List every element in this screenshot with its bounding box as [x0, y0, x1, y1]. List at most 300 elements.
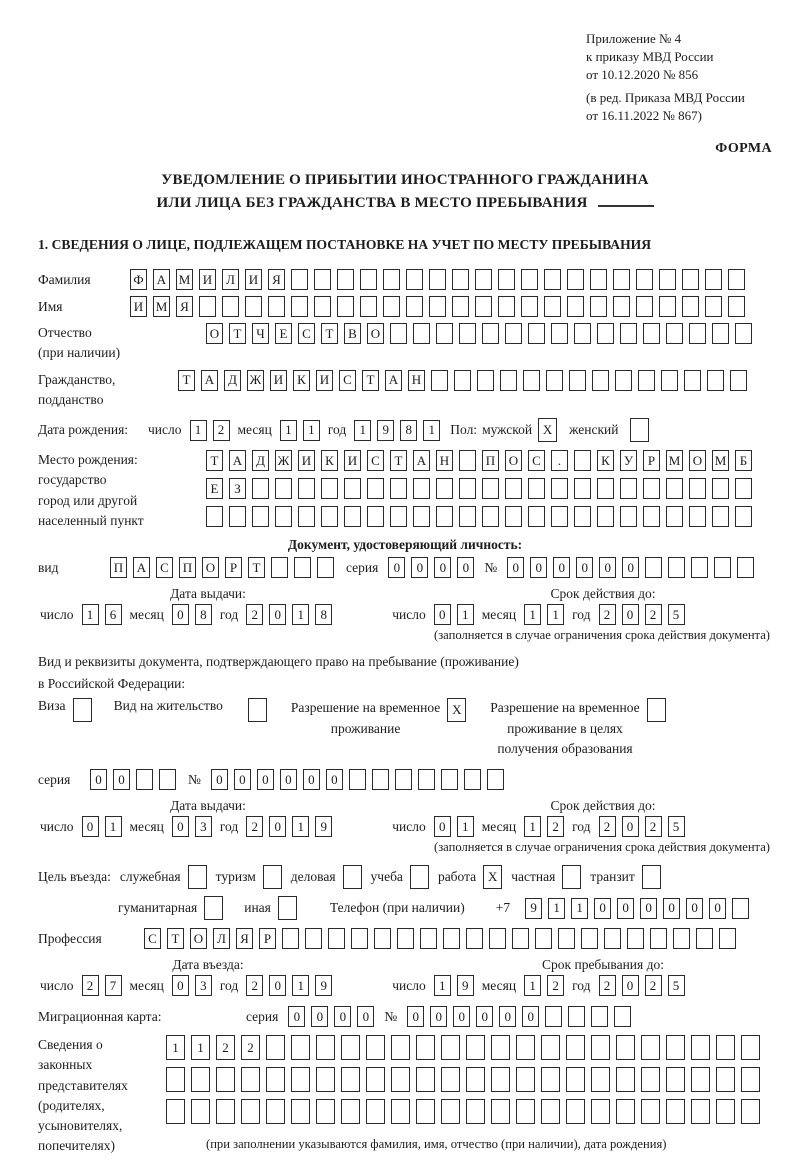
- char-cell[interactable]: [551, 478, 568, 499]
- char-cell[interactable]: [636, 269, 653, 290]
- char-cell[interactable]: [337, 296, 354, 317]
- char-cell[interactable]: 2: [246, 816, 263, 837]
- char-cell[interactable]: 0: [326, 769, 343, 790]
- char-cell[interactable]: 0: [709, 898, 726, 919]
- char-cell[interactable]: [591, 1006, 608, 1027]
- char-cell[interactable]: 1: [524, 604, 541, 625]
- char-cell[interactable]: [735, 323, 752, 344]
- char-cell[interactable]: 9: [377, 420, 394, 441]
- char-cell[interactable]: 2: [599, 975, 616, 996]
- char-cell[interactable]: [544, 296, 561, 317]
- char-cell[interactable]: [521, 296, 538, 317]
- char-cell[interactable]: [344, 478, 361, 499]
- char-cell[interactable]: 8: [400, 420, 417, 441]
- char-cell[interactable]: [305, 928, 322, 949]
- char-cell[interactable]: [546, 370, 563, 391]
- char-cell[interactable]: [487, 769, 504, 790]
- char-cell[interactable]: 0: [280, 769, 297, 790]
- char-cell[interactable]: Т: [167, 928, 184, 949]
- char-cell[interactable]: И: [298, 450, 315, 471]
- char-cell[interactable]: М: [176, 269, 193, 290]
- char-cell[interactable]: К: [597, 450, 614, 471]
- char-cell[interactable]: [466, 1035, 485, 1060]
- char-cell[interactable]: [689, 478, 706, 499]
- char-cell[interactable]: П: [179, 557, 196, 578]
- char-cell[interactable]: [263, 865, 282, 889]
- char-cell[interactable]: [620, 506, 637, 527]
- char-cell[interactable]: [275, 478, 292, 499]
- char-cell[interactable]: [689, 506, 706, 527]
- char-cell[interactable]: [366, 1035, 385, 1060]
- char-cell[interactable]: А: [153, 269, 170, 290]
- char-cell[interactable]: [416, 1099, 435, 1124]
- char-cell[interactable]: Л: [222, 269, 239, 290]
- char-cell[interactable]: А: [413, 450, 430, 471]
- char-cell[interactable]: 0: [622, 975, 639, 996]
- char-cell[interactable]: 9: [315, 816, 332, 837]
- char-cell[interactable]: 0: [576, 557, 593, 578]
- char-cell[interactable]: [266, 1099, 285, 1124]
- char-cell[interactable]: А: [229, 450, 246, 471]
- char-cell[interactable]: [482, 323, 499, 344]
- char-cell[interactable]: [383, 296, 400, 317]
- char-cell[interactable]: У: [620, 450, 637, 471]
- char-cell[interactable]: [642, 865, 661, 889]
- char-cell[interactable]: [659, 269, 676, 290]
- char-cell[interactable]: [613, 296, 630, 317]
- char-cell[interactable]: [466, 1099, 485, 1124]
- char-cell[interactable]: 0: [234, 769, 251, 790]
- char-cell[interactable]: Т: [229, 323, 246, 344]
- char-cell[interactable]: 2: [82, 975, 99, 996]
- char-cell[interactable]: [505, 323, 522, 344]
- char-cell[interactable]: 0: [640, 898, 657, 919]
- char-cell[interactable]: [206, 506, 223, 527]
- char-cell[interactable]: [366, 1099, 385, 1124]
- char-cell[interactable]: Ж: [247, 370, 264, 391]
- char-cell[interactable]: [489, 928, 506, 949]
- char-cell[interactable]: 0: [686, 898, 703, 919]
- char-cell[interactable]: Т: [248, 557, 265, 578]
- char-cell[interactable]: 0: [617, 898, 634, 919]
- char-cell[interactable]: [466, 928, 483, 949]
- char-cell[interactable]: [314, 269, 331, 290]
- char-cell[interactable]: [291, 1067, 310, 1092]
- char-cell[interactable]: 2: [599, 816, 616, 837]
- char-cell[interactable]: [691, 1035, 710, 1060]
- char-cell[interactable]: [597, 478, 614, 499]
- char-cell[interactable]: 0: [257, 769, 274, 790]
- char-cell[interactable]: [459, 506, 476, 527]
- char-cell[interactable]: [374, 928, 391, 949]
- char-cell[interactable]: [477, 370, 494, 391]
- char-cell[interactable]: [691, 1067, 710, 1092]
- char-cell[interactable]: [712, 323, 729, 344]
- char-cell[interactable]: [641, 1099, 660, 1124]
- char-cell[interactable]: [275, 506, 292, 527]
- char-cell[interactable]: [541, 1099, 560, 1124]
- char-cell[interactable]: 0: [622, 557, 639, 578]
- char-cell[interactable]: [714, 557, 731, 578]
- char-cell[interactable]: 0: [434, 816, 451, 837]
- char-cell[interactable]: [647, 698, 666, 722]
- char-cell[interactable]: 1: [292, 604, 309, 625]
- char-cell[interactable]: X: [483, 865, 502, 889]
- char-cell[interactable]: [505, 478, 522, 499]
- char-cell[interactable]: [558, 928, 575, 949]
- char-cell[interactable]: [416, 1067, 435, 1092]
- char-cell[interactable]: [241, 1099, 260, 1124]
- char-cell[interactable]: 0: [303, 769, 320, 790]
- char-cell[interactable]: [464, 769, 481, 790]
- char-cell[interactable]: [728, 296, 745, 317]
- char-cell[interactable]: 0: [411, 557, 428, 578]
- char-cell[interactable]: 0: [269, 816, 286, 837]
- char-cell[interactable]: С: [367, 450, 384, 471]
- char-cell[interactable]: 6: [105, 604, 122, 625]
- char-cell[interactable]: 0: [82, 816, 99, 837]
- char-cell[interactable]: [391, 1067, 410, 1092]
- char-cell[interactable]: [500, 370, 517, 391]
- char-cell[interactable]: [431, 370, 448, 391]
- char-cell[interactable]: [229, 506, 246, 527]
- char-cell[interactable]: С: [144, 928, 161, 949]
- char-cell[interactable]: М: [666, 450, 683, 471]
- char-cell[interactable]: [735, 478, 752, 499]
- char-cell[interactable]: [413, 506, 430, 527]
- char-cell[interactable]: 0: [622, 816, 639, 837]
- char-cell[interactable]: [705, 296, 722, 317]
- char-cell[interactable]: С: [528, 450, 545, 471]
- char-cell[interactable]: И: [245, 269, 262, 290]
- char-cell[interactable]: [666, 1035, 685, 1060]
- char-cell[interactable]: [590, 269, 607, 290]
- char-cell[interactable]: [429, 296, 446, 317]
- char-cell[interactable]: 0: [434, 604, 451, 625]
- char-cell[interactable]: [643, 506, 660, 527]
- char-cell[interactable]: 1: [303, 420, 320, 441]
- char-cell[interactable]: [291, 1099, 310, 1124]
- char-cell[interactable]: [666, 506, 683, 527]
- char-cell[interactable]: [454, 370, 471, 391]
- char-cell[interactable]: [638, 370, 655, 391]
- char-cell[interactable]: [643, 323, 660, 344]
- char-cell[interactable]: О: [206, 323, 223, 344]
- char-cell[interactable]: [541, 1035, 560, 1060]
- char-cell[interactable]: [682, 269, 699, 290]
- char-cell[interactable]: [641, 1035, 660, 1060]
- char-cell[interactable]: Е: [206, 478, 223, 499]
- char-cell[interactable]: [505, 506, 522, 527]
- char-cell[interactable]: 2: [599, 604, 616, 625]
- char-cell[interactable]: 0: [430, 1006, 447, 1027]
- char-cell[interactable]: [291, 1035, 310, 1060]
- char-cell[interactable]: [712, 506, 729, 527]
- char-cell[interactable]: [452, 296, 469, 317]
- char-cell[interactable]: 1: [105, 816, 122, 837]
- char-cell[interactable]: [684, 370, 701, 391]
- char-cell[interactable]: 1: [434, 975, 451, 996]
- char-cell[interactable]: [516, 1099, 535, 1124]
- char-cell[interactable]: [491, 1067, 510, 1092]
- char-cell[interactable]: [406, 296, 423, 317]
- char-cell[interactable]: 0: [407, 1006, 424, 1027]
- char-cell[interactable]: 0: [522, 1006, 539, 1027]
- char-cell[interactable]: Т: [362, 370, 379, 391]
- char-cell[interactable]: Т: [390, 450, 407, 471]
- char-cell[interactable]: [341, 1067, 360, 1092]
- char-cell[interactable]: [441, 1067, 460, 1092]
- char-cell[interactable]: [343, 865, 362, 889]
- char-cell[interactable]: [716, 1067, 735, 1092]
- char-cell[interactable]: [278, 896, 297, 920]
- char-cell[interactable]: Я: [236, 928, 253, 949]
- char-cell[interactable]: [191, 1099, 210, 1124]
- char-cell[interactable]: [166, 1067, 185, 1092]
- char-cell[interactable]: [498, 269, 515, 290]
- char-cell[interactable]: [216, 1099, 235, 1124]
- char-cell[interactable]: [574, 450, 591, 471]
- char-cell[interactable]: 2: [246, 604, 263, 625]
- char-cell[interactable]: [666, 1099, 685, 1124]
- char-cell[interactable]: Н: [408, 370, 425, 391]
- char-cell[interactable]: Я: [176, 296, 193, 317]
- char-cell[interactable]: А: [133, 557, 150, 578]
- char-cell[interactable]: [459, 478, 476, 499]
- char-cell[interactable]: [643, 478, 660, 499]
- char-cell[interactable]: [222, 296, 239, 317]
- char-cell[interactable]: [271, 557, 288, 578]
- char-cell[interactable]: [668, 557, 685, 578]
- char-cell[interactable]: [566, 1067, 585, 1092]
- char-cell[interactable]: 3: [195, 816, 212, 837]
- char-cell[interactable]: [459, 323, 476, 344]
- char-cell[interactable]: О: [689, 450, 706, 471]
- char-cell[interactable]: [613, 269, 630, 290]
- char-cell[interactable]: [523, 370, 540, 391]
- char-cell[interactable]: [391, 1035, 410, 1060]
- char-cell[interactable]: 1: [82, 604, 99, 625]
- char-cell[interactable]: [597, 323, 614, 344]
- char-cell[interactable]: И: [130, 296, 147, 317]
- char-cell[interactable]: 1: [524, 975, 541, 996]
- char-cell[interactable]: [673, 928, 690, 949]
- char-cell[interactable]: 2: [246, 975, 263, 996]
- char-cell[interactable]: 0: [530, 557, 547, 578]
- char-cell[interactable]: 2: [216, 1035, 235, 1060]
- char-cell[interactable]: [735, 506, 752, 527]
- char-cell[interactable]: А: [385, 370, 402, 391]
- char-cell[interactable]: И: [270, 370, 287, 391]
- char-cell[interactable]: [441, 769, 458, 790]
- char-cell[interactable]: 3: [195, 975, 212, 996]
- char-cell[interactable]: [245, 296, 262, 317]
- char-cell[interactable]: [341, 1099, 360, 1124]
- char-cell[interactable]: [317, 557, 334, 578]
- char-cell[interactable]: М: [712, 450, 729, 471]
- char-cell[interactable]: [383, 269, 400, 290]
- char-cell[interactable]: [475, 269, 492, 290]
- char-cell[interactable]: [666, 323, 683, 344]
- char-cell[interactable]: [545, 1006, 562, 1027]
- char-cell[interactable]: [574, 506, 591, 527]
- char-cell[interactable]: [591, 1067, 610, 1092]
- char-cell[interactable]: [321, 478, 338, 499]
- char-cell[interactable]: [136, 769, 153, 790]
- char-cell[interactable]: [159, 769, 176, 790]
- char-cell[interactable]: [591, 1035, 610, 1060]
- char-cell[interactable]: 1: [423, 420, 440, 441]
- char-cell[interactable]: [390, 323, 407, 344]
- char-cell[interactable]: [516, 1035, 535, 1060]
- char-cell[interactable]: [498, 296, 515, 317]
- char-cell[interactable]: 0: [288, 1006, 305, 1027]
- char-cell[interactable]: О: [505, 450, 522, 471]
- char-cell[interactable]: [73, 698, 92, 722]
- char-cell[interactable]: [298, 478, 315, 499]
- char-cell[interactable]: [666, 1067, 685, 1092]
- char-cell[interactable]: 1: [292, 975, 309, 996]
- char-cell[interactable]: [390, 506, 407, 527]
- char-cell[interactable]: [590, 296, 607, 317]
- char-cell[interactable]: 0: [553, 557, 570, 578]
- char-cell[interactable]: [443, 928, 460, 949]
- char-cell[interactable]: 0: [172, 604, 189, 625]
- char-cell[interactable]: 1: [571, 898, 588, 919]
- char-cell[interactable]: [597, 506, 614, 527]
- char-cell[interactable]: [728, 269, 745, 290]
- char-cell[interactable]: [441, 1099, 460, 1124]
- char-cell[interactable]: 0: [357, 1006, 374, 1027]
- char-cell[interactable]: 1: [524, 816, 541, 837]
- char-cell[interactable]: [367, 506, 384, 527]
- char-cell[interactable]: 0: [594, 898, 611, 919]
- char-cell[interactable]: 7: [105, 975, 122, 996]
- char-cell[interactable]: [459, 450, 476, 471]
- char-cell[interactable]: З: [229, 478, 246, 499]
- char-cell[interactable]: [716, 1099, 735, 1124]
- char-cell[interactable]: Р: [225, 557, 242, 578]
- char-cell[interactable]: 1: [457, 604, 474, 625]
- char-cell[interactable]: 1: [190, 420, 207, 441]
- char-cell[interactable]: Ж: [275, 450, 292, 471]
- char-cell[interactable]: 2: [645, 816, 662, 837]
- char-cell[interactable]: [436, 323, 453, 344]
- char-cell[interactable]: 0: [311, 1006, 328, 1027]
- char-cell[interactable]: 9: [315, 975, 332, 996]
- char-cell[interactable]: 0: [334, 1006, 351, 1027]
- char-cell[interactable]: С: [339, 370, 356, 391]
- char-cell[interactable]: [252, 506, 269, 527]
- char-cell[interactable]: 8: [315, 604, 332, 625]
- char-cell[interactable]: [604, 928, 621, 949]
- char-cell[interactable]: [314, 296, 331, 317]
- char-cell[interactable]: 0: [434, 557, 451, 578]
- char-cell[interactable]: 1: [191, 1035, 210, 1060]
- char-cell[interactable]: [616, 1067, 635, 1092]
- char-cell[interactable]: [705, 269, 722, 290]
- char-cell[interactable]: [491, 1035, 510, 1060]
- char-cell[interactable]: О: [367, 323, 384, 344]
- char-cell[interactable]: 1: [292, 816, 309, 837]
- char-cell[interactable]: Д: [252, 450, 269, 471]
- char-cell[interactable]: [344, 506, 361, 527]
- char-cell[interactable]: [741, 1035, 760, 1060]
- char-cell[interactable]: [741, 1099, 760, 1124]
- char-cell[interactable]: [316, 1099, 335, 1124]
- char-cell[interactable]: О: [190, 928, 207, 949]
- char-cell[interactable]: Т: [178, 370, 195, 391]
- char-cell[interactable]: 1: [457, 816, 474, 837]
- char-cell[interactable]: [535, 928, 552, 949]
- char-cell[interactable]: С: [298, 323, 315, 344]
- char-cell[interactable]: В: [344, 323, 361, 344]
- char-cell[interactable]: [188, 865, 207, 889]
- char-cell[interactable]: 2: [645, 975, 662, 996]
- char-cell[interactable]: [732, 898, 749, 919]
- char-cell[interactable]: 0: [453, 1006, 470, 1027]
- char-cell[interactable]: [351, 928, 368, 949]
- char-cell[interactable]: [316, 1035, 335, 1060]
- char-cell[interactable]: [349, 769, 366, 790]
- char-cell[interactable]: [420, 928, 437, 949]
- char-cell[interactable]: И: [344, 450, 361, 471]
- char-cell[interactable]: [482, 478, 499, 499]
- char-cell[interactable]: [268, 296, 285, 317]
- char-cell[interactable]: [266, 1067, 285, 1092]
- char-cell[interactable]: [615, 370, 632, 391]
- char-cell[interactable]: 9: [457, 975, 474, 996]
- char-cell[interactable]: [316, 1067, 335, 1092]
- char-cell[interactable]: [266, 1035, 285, 1060]
- char-cell[interactable]: 2: [547, 975, 564, 996]
- char-cell[interactable]: [730, 370, 747, 391]
- char-cell[interactable]: [429, 269, 446, 290]
- char-cell[interactable]: [406, 269, 423, 290]
- char-cell[interactable]: [291, 269, 308, 290]
- char-cell[interactable]: [566, 1035, 585, 1060]
- char-cell[interactable]: [581, 928, 598, 949]
- char-cell[interactable]: [650, 928, 667, 949]
- char-cell[interactable]: [491, 1099, 510, 1124]
- char-cell[interactable]: [707, 370, 724, 391]
- char-cell[interactable]: 1: [354, 420, 371, 441]
- char-cell[interactable]: [360, 269, 377, 290]
- char-cell[interactable]: Р: [259, 928, 276, 949]
- char-cell[interactable]: 5: [668, 604, 685, 625]
- char-cell[interactable]: [416, 1035, 435, 1060]
- char-cell[interactable]: 1: [548, 898, 565, 919]
- char-cell[interactable]: Б: [735, 450, 752, 471]
- char-cell[interactable]: 0: [622, 604, 639, 625]
- char-cell[interactable]: [204, 896, 223, 920]
- char-cell[interactable]: [166, 1099, 185, 1124]
- char-cell[interactable]: [395, 769, 412, 790]
- char-cell[interactable]: 0: [172, 975, 189, 996]
- char-cell[interactable]: [252, 478, 269, 499]
- char-cell[interactable]: [691, 557, 708, 578]
- char-cell[interactable]: [636, 296, 653, 317]
- char-cell[interactable]: [328, 928, 345, 949]
- char-cell[interactable]: 0: [90, 769, 107, 790]
- char-cell[interactable]: [390, 478, 407, 499]
- char-cell[interactable]: 0: [269, 975, 286, 996]
- char-cell[interactable]: К: [293, 370, 310, 391]
- char-cell[interactable]: [298, 506, 315, 527]
- char-cell[interactable]: 0: [507, 557, 524, 578]
- char-cell[interactable]: О: [202, 557, 219, 578]
- char-cell[interactable]: [516, 1067, 535, 1092]
